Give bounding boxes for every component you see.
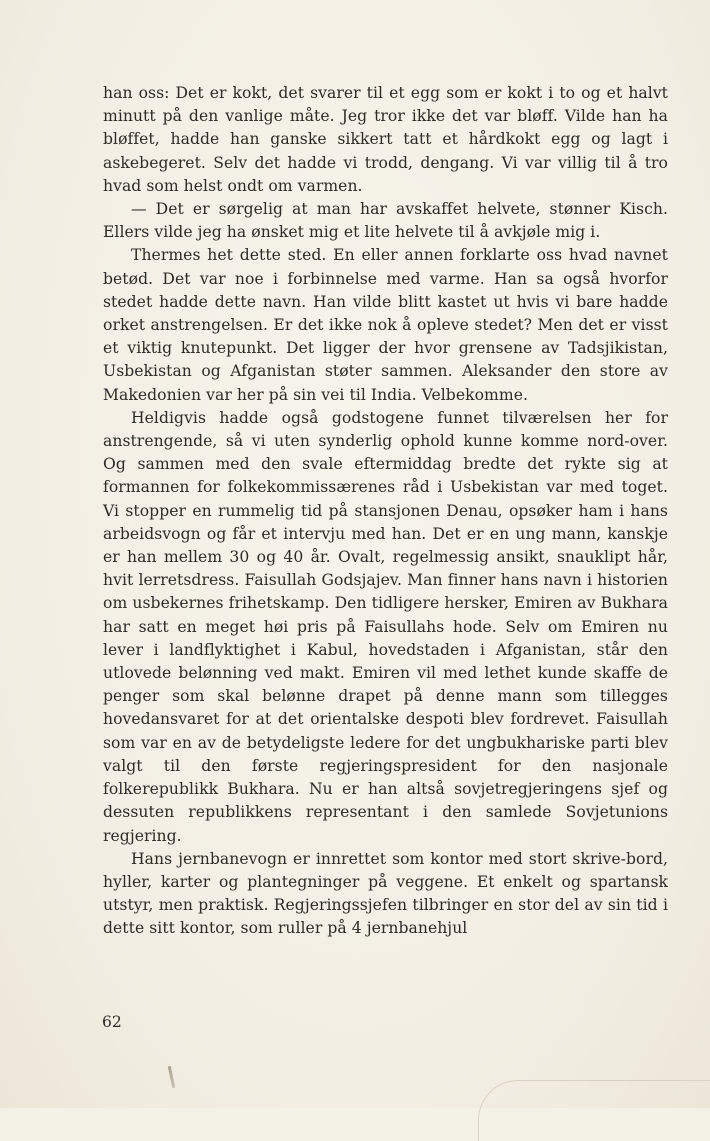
paragraph-2: — Det er sørgelig at man har avskaffet helvete, stønner Kisch. Ellers vilde jeg ha ønsket mig et lite helvete til å avkjøle mig i. (103, 200, 668, 242)
paragraph-4: Heldigvis hadde også godstogene funnet tilværelsen her for anstrengende, så vi uten synderlig ophold kunne komme nord-over. Og sammen med den svale eftermiddag bredte det rykte sig at formannen for folkekommissærenes råd i Usbekistan var med toget. Vi stopper en rummelig tid på stansjonen Denau, opsøker ham i hans arbeidsvogn og får et intervju med han. Det er en ung mann, kanskje er han mellem 30 og 40 år. Ovalt, regelmessig ansikt, snauklipt hår, hvit lerretsdress. Faisullah Godsjajev. Man finner hans navn i historien om usbekernes frihetskamp. Den tidligere hersker, Emiren av Bukhara har satt en meget høi pris på Faisullahs hode. Selv om Emiren nu lever i landflyktighet i Kabul, hovedstaden i Afganistan, står den utlovede belønning ved makt. Emiren vil med lethet kunde skaffe de penger som skal belønne drapet på denne mann som tillegges hovedansvaret for at det orientalske despoti blev fordrevet. Faisullah som var en av de betydeligste ledere for det ungbukhariske parti blev valgt til den første regjeringspresident for den nasjonale folkerepublikk Bukhara. Nu er han altså sovjetregjeringens sjef og dessuten republikkens representant i den samlede Sovjetunions regjering. (103, 408, 668, 845)
paragraph-1: han oss: Det er kokt, det svarer til et egg som er kokt i to og et halvt minutt på den vanlige måte. Jeg tror ikke det var bløff. Vilde han ha bløffet, hadde han ganske sikkert tatt et hårdkokt egg og lagt i askebegeret. Selv det hadde vi trodd, dengang. Vi var villig til å tro hvad som helst ondt om varmen. (103, 84, 668, 195)
page-corner-curl (478, 1080, 710, 1141)
paragraph-5: Hans jernbanevogn er innrettet som kontor med stort skrive-bord, hyller, karter og plantegninger på veggene. Et enkelt og spartansk utstyr, men praktisk. Regjeringssjefen tilbringer en stor del av sin tid i dette sitt kontor, som ruller på 4 jernbanehjul (103, 849, 668, 938)
ink-mark (168, 1066, 176, 1088)
page-number: 62 (102, 1013, 122, 1031)
paragraph-3: Thermes het dette sted. En eller annen forklarte oss hvad navnet betød. Det var noe i forbinnelse med varme. Han sa også hvorfor stedet hadde dette navn. Han vilde blitt kastet ut hvis vi bare hadde orket anstrengelsen. Er det ikke nok å opleve stedet? Men det er visst et viktig knutepunkt. Det ligger der hvor grensene av Tadsjikistan, Usbekistan og Afganistan støter sammen. Aleksander den store av Makedonien var her på sin vei til India. Velbekomme. (103, 246, 668, 404)
body-text (103, 82, 668, 941)
